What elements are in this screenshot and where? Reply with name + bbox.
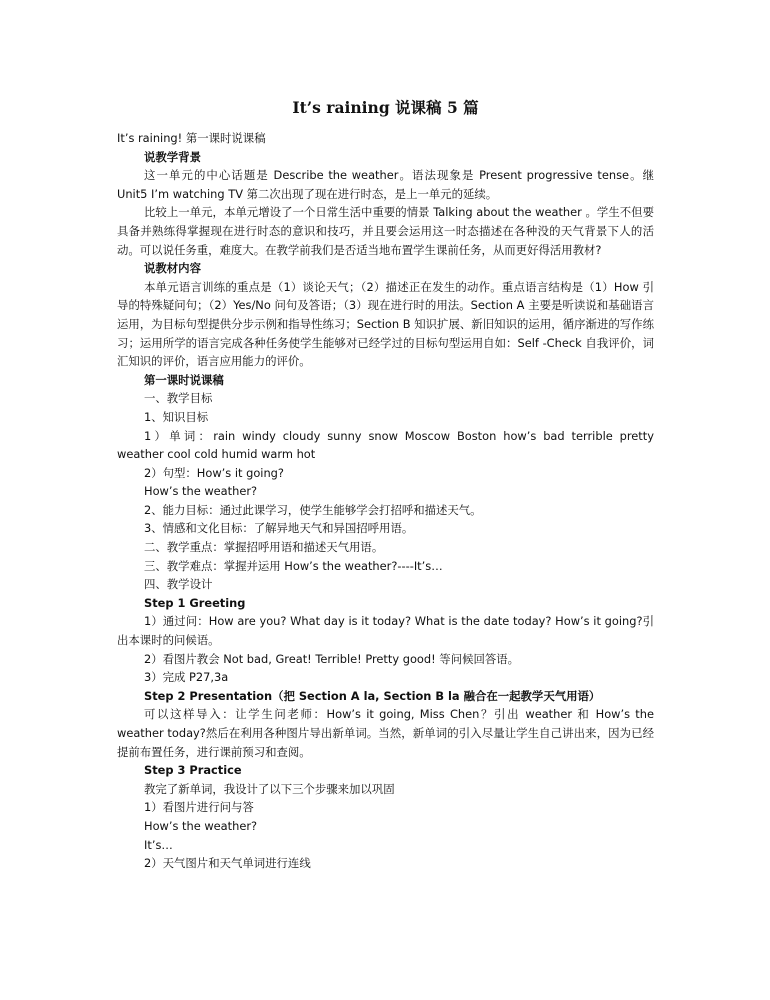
section-heading: 说教材内容 (144, 261, 201, 276)
paragraph: 可以这样导入：让学生问老师：How’s it going, Miss Chen？引出 weather 和 How’s the weather today?然后在利用各种图片导出新单词。当然，新单词的引入尽量让学生自己讲出来，因为已经提前布置任务，进行课前预习和查阅。 (117, 707, 654, 759)
paragraph: 这一单元的中心话题是 Describe the weather。语法现象是 Present progressive tense。继 Unit5 I’m watching TV 第二次出现了现在进行时态，是上一单元的延续。 (117, 168, 654, 201)
paragraph: 一、教学目标 (144, 391, 213, 406)
paragraph: It’s raining! 第一课时说课稿 (117, 131, 266, 145)
paragraph: 3）完成 P27,3a (144, 670, 229, 685)
paragraph: 二、教学重点：掌握招呼用语和描述天气用语。 (144, 540, 384, 555)
document-title: It’s raining 说课稿 5 篇 (292, 98, 479, 117)
paragraph: 比较上一单元，本单元增设了一个日常生活中重要的情景 Talking about the weather 。学生不但要具备并熟练得掌握现在进行时态的意识和技巧，并且要会运用这一时态描述在各种没的天气背景下人的活动。可以说任务重，难度大。在教学前我们是否适当地布置学生课前任务，从而更好得活用教材? (117, 205, 654, 257)
paragraph: 2、能力目标：通过此课学习，使学生能够学会打招呼和描述天气。 (144, 502, 482, 517)
section-heading: 说教学背景 (144, 149, 201, 164)
paragraph: 1）通过问：How are you? What day is it today? What is the date today? How’s it going?引出本课时的问候语。 (117, 614, 654, 648)
section-heading: Step 1 Greeting (144, 595, 246, 610)
paragraph: 2）天气图片和天气单词进行连线 (144, 856, 311, 871)
paragraph: 三、教学难点：掌握并运用 How’s the weather?----It’s… (144, 558, 443, 573)
section-heading: Step 3 Practice (144, 763, 242, 778)
paragraph: 1、知识目标 (144, 409, 209, 424)
paragraph: 3、情感和文化目标：了解异地天气和异国招呼用语。 (144, 521, 414, 536)
paragraph: How’s the weather? (144, 484, 258, 499)
paragraph: 四、教学设计 (144, 577, 213, 592)
paragraph: 2）句型：How’s it going? (144, 465, 284, 480)
paragraph: How’s the weather? (144, 818, 258, 833)
paragraph: 本单元语言训练的重点是（1）谈论天气；（2）描述正在发生的动作。重点语言结构是（1）How 引导的特殊疑问句；（2）Yes/No 问句及答语；（3）现在进行时的用法。Section A 主要是听读说和基础语言运用，为目标句型提供分步示例和指导性练习；Section B 知识扩展、新旧知识的运用，循序渐进的写作练习；运用所学的语言完成各种任务使学生能够对已经学过的目标句型运用自如：Self -Check 自我评价，词汇知识的评价，语言应用能力的评价。 (117, 279, 654, 369)
section-heading: Step 2 Presentation（把 Section A la, Section B la 融合在一起教学天气用语） (144, 688, 601, 703)
paragraph: 2）看图片教会 Not bad, Great! Terrible! Pretty good! 等问候回答语。 (144, 651, 520, 666)
paragraph: 1）看图片进行问与答 (144, 800, 254, 815)
document-page (117, 96, 654, 873)
section-heading: 第一课时说课稿 (144, 372, 224, 387)
paragraph: 1）单词：rain windy cloudy sunny snow Moscow Boston how’s bad terrible pretty weather cool cold humid warm hot (117, 428, 654, 462)
document-body (117, 129, 654, 873)
paragraph: 教完了新单词，我设计了以下三个步骤来加以巩固 (144, 781, 395, 796)
paragraph: It’s… (144, 837, 173, 852)
